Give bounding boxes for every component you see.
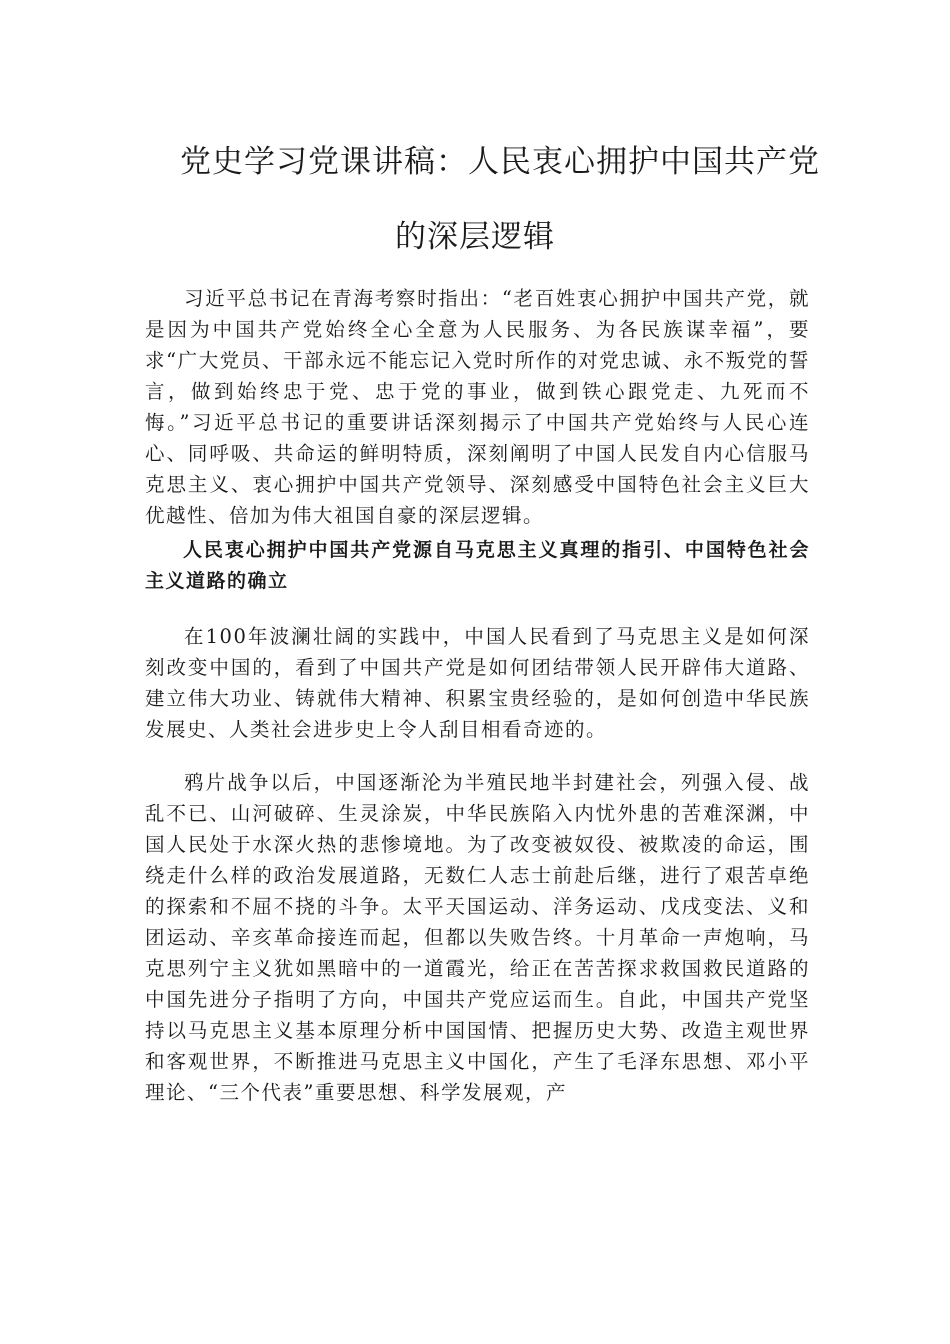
body-paragraph: 鸦片战争以后，中国逐渐沦为半殖民地半封建社会，列强入侵、战乱不已、山河破碎、生灵涂炭，中华民族陷入内忧外患的苦难深渊，中国人民处于水深火热的悲惨境地。为了改变被奴役、被欺凌的命运，围绕走什么样的政治发展道路，无数仁人志士前赴后继，进行了艰苦卓绝的探索和不屈不挠的斗争。太平天国运动、洋务运动、戊戌变法、义和团运动、辛亥革命接连而起，但都以失败告终。十月革命一声炮响，马克思列宁主义犹如黑暗中的一道霞光，给正在苦苦探求救国救民道路的中国先进分子指明了方向，中国共产党应运而生。自此，中国共产党坚持以马克思主义基本原理分析中国国情、把握历史大势、改造主观世界和客观世界，不断推进马克思主义中国化，产生了毛泽东思想、邓小平理论、“三个代表”重要思想、科学发展观，产	[145, 771, 810, 1104]
intro-paragraph: 习近平总书记在青海考察时指出：“老百姓衷心拥护中国共产党，就是因为中国共产党始终全心全意为人民服务、为各民族谋幸福”，要求“广大党员、干部永远不能忘记入党时所作的对党忠诚、永不叛党的誓言，做到始终忠于党、忠于党的事业，做到铁心跟党走、九死而不悔。”习近平总书记的重要讲话深刻揭示了中国共产党始终与人民心连心、同呼吸、共命运的鲜明特质，深刻阐明了中国人民发自内心信服马克思主义、衷心拥护中国共产党领导、深刻感受中国特色社会主义巨大优越性、倍加为伟大祖国自豪的深层逻辑。	[145, 287, 810, 527]
body-paragraph: 在100年波澜壮阔的实践中，中国人民看到了马克思主义是如何深刻改变中国的，看到了中国共产党是如何团结带领人民开辟伟大道路、建立伟大功业、铸就伟大精神、积累宝贵经验的，是如何创造中华民族发展史、人类社会进步史上令人刮目相看奇迹的。	[145, 625, 810, 741]
section-heading: 人民衷心拥护中国共产党源自马克思主义真理的指引、中国特色社会主义道路的确立	[145, 539, 810, 592]
document-body	[145, 283, 810, 1108]
document-title-line-2: 的深层逻辑	[395, 219, 555, 255]
document-title-line-1: 党史学习党课讲稿：人民衷心拥护中国共产党	[180, 144, 820, 180]
